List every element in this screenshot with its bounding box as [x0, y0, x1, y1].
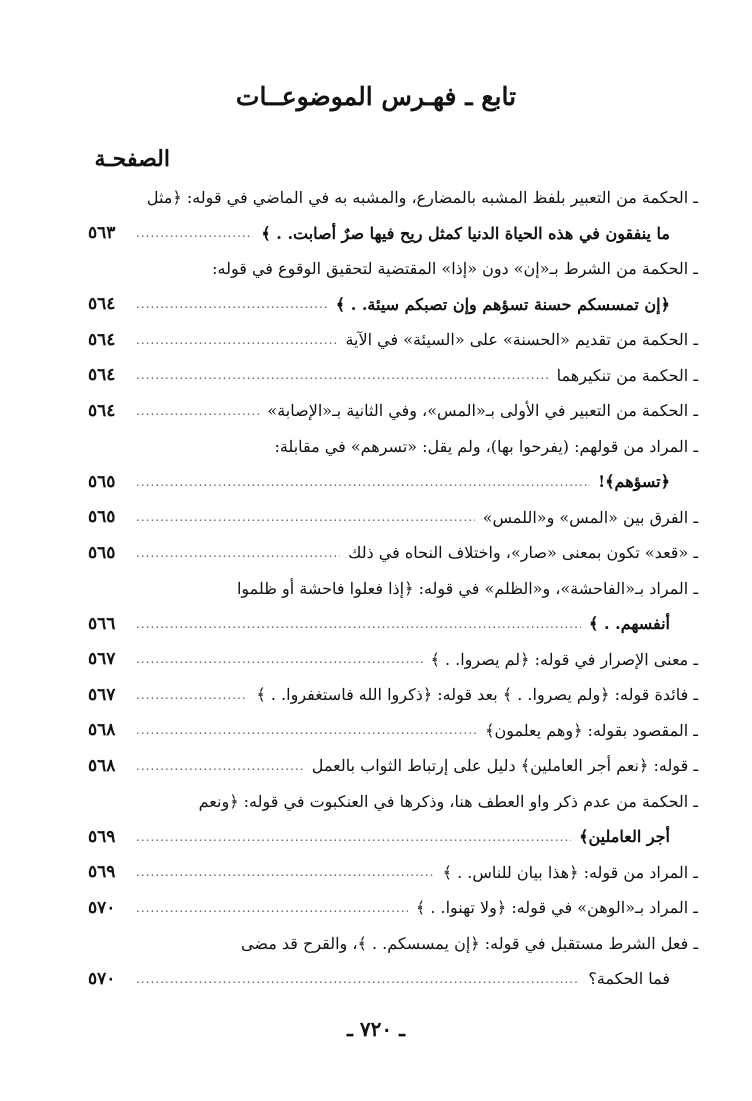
toc-line-text: فما الحكمة؟: [588, 969, 670, 989]
toc-line-text: ـ فعل الشرط مستقبل في قوله: ﴿إن يمسسكم. . ﴾، والقرح قد مضى: [240, 933, 698, 953]
toc-line: [88, 784, 698, 820]
toc-line: [88, 358, 698, 394]
toc-line-text: ـ الحكمة من تنكيرهما: [556, 365, 698, 385]
toc-line-text: ـ «قعد» تكون بمعنى «صار»، واختلاف النحاه في ذلك: [348, 543, 698, 563]
toc-line: [88, 748, 698, 784]
page-title: تابع ـ فهـرس الموضوعــات: [235, 82, 517, 111]
toc-line: [88, 819, 698, 855]
toc-line-text: ـ الحكمة من الشرط بـ«إن» دون «إذا» المقتضية لتحقيق الوقوع في قوله:: [212, 259, 698, 279]
leader-dots: [136, 972, 580, 986]
toc-line: [88, 180, 698, 216]
toc-line-text: ـ الفرق بين «المس» و«اللمس»: [482, 507, 698, 527]
toc-page-number: ٥٦٥: [88, 542, 116, 563]
toc-line: [88, 961, 698, 997]
toc-line-text: ـ معنى الإصرار في قوله: ﴿لم يصروا. . ﴾: [430, 649, 698, 669]
toc-line-text: ـ المراد من قوله: ﴿هذا بيان للناس. . ﴾: [442, 862, 698, 882]
toc-page-number: ٥٦٩: [88, 826, 116, 847]
leader-dots: [136, 297, 328, 311]
leader-dots: [136, 617, 581, 631]
page-number: ـ ٧٢٠ ـ: [347, 1017, 405, 1041]
toc-line-text: ـ الحكمة من التعبير في الأولى بـ«المس»، وفي الثانية بـ«الإصابة»: [267, 401, 698, 421]
toc-line: [88, 926, 698, 962]
toc-line: [88, 464, 698, 500]
toc-page-number: ٥٦٤: [88, 400, 116, 421]
leader-dots: [136, 830, 571, 844]
toc-line-text: أجر العاملين﴾: [579, 827, 670, 847]
toc-line: [88, 855, 698, 891]
toc-page-number: ٥٧٠: [88, 968, 116, 989]
leader-dots: [136, 688, 248, 702]
leader-dots: [136, 404, 259, 418]
toc-line: [88, 393, 698, 429]
leader-dots: [136, 368, 549, 382]
toc-page-number: ٥٦٤: [88, 294, 116, 315]
leader-dots: [136, 652, 423, 666]
toc-line-text: ـ الحكمة من التعبير بلفظ المشبه بالمضارع، والمشبه به في الماضي في قوله: ﴿مثل: [146, 188, 698, 208]
toc-line: [88, 251, 698, 287]
toc-line: [88, 322, 698, 358]
toc-line-text: أنفسهم. . ﴾: [589, 614, 670, 634]
toc-line-text: ـ المراد بـ«الفاحشة»، و«الظلم» في قوله: ﴿إذا فعلوا فاحشة أو ظلموا: [236, 578, 698, 598]
page-column-header: الصفحـة: [94, 146, 170, 172]
toc-line: [88, 429, 698, 465]
leader-dots: [136, 226, 253, 240]
toc-line: [88, 677, 698, 713]
toc-line-text: ـ قوله: ﴿نعم أجر العاملين﴾ دليل على إرتباط الثواب بالعمل: [311, 756, 698, 776]
toc-line-text: ـ المقصود بقوله: ﴿وهم يعلمون﴾: [485, 720, 698, 740]
toc-line-text: ـ المراد بـ«الوهن» في قوله: ﴿ولا تهنوا. . ﴾: [415, 898, 698, 918]
leader-dots: [136, 475, 590, 489]
leader-dots: [136, 333, 337, 347]
toc-line: [88, 606, 698, 642]
toc-page-number: ٥٦٨: [88, 720, 116, 741]
toc-line-text: ـ المراد من قولهم: (يفرحوا بها)، ولم يقل: «تسرهم» في مقابلة:: [274, 436, 698, 456]
toc-line: [88, 642, 698, 678]
toc-line: [88, 713, 698, 749]
toc-page-number: ٥٧٠: [88, 897, 116, 918]
toc-line: [88, 500, 698, 536]
leader-dots: [136, 865, 435, 879]
leader-dots: [136, 723, 477, 737]
toc-line: [88, 890, 698, 926]
toc-page-number: ٥٦٤: [88, 365, 116, 386]
toc-page-number: ٥٦٥: [88, 471, 116, 492]
toc-page-number: ٥٦٣: [88, 223, 116, 244]
toc-page-number: ٥٦٤: [88, 329, 116, 350]
toc-page-number: ٥٦٦: [88, 613, 116, 634]
toc-line-text: ما ينفقون في هذه الحياة الدنيا كمثل ريح فيها صرٌ أصابت. . ﴾: [261, 223, 670, 243]
toc-page-number: ٥٦٨: [88, 755, 116, 776]
toc-entries: [88, 180, 698, 997]
toc-page-number: ٥٦٧: [88, 684, 116, 705]
toc-line: [88, 535, 698, 571]
toc-page-number: ٥٦٩: [88, 862, 116, 883]
leader-dots: [136, 759, 304, 773]
leader-dots: [136, 510, 475, 524]
toc-page-number: ٥٦٥: [88, 507, 116, 528]
toc-line-text: ـ الحكمة من تقديم «الحسنة» على «السيئة» في الآية: [345, 330, 698, 350]
toc-line-text: ـ الحكمة من عدم ذكر واو العطف هنا، وذكرها في العنكبوت في قوله: ﴿ونعم: [198, 791, 698, 811]
toc-page-number: ٥٦٧: [88, 649, 116, 670]
toc-line: [88, 571, 698, 607]
toc-line-text: ـ فائدة قوله: ﴿ولم يصروا. . ﴾ بعد قوله: ﴿ذكروا الله فاستغفروا. . ﴾: [256, 685, 698, 705]
toc-line: [88, 287, 698, 323]
toc-line: [88, 216, 698, 252]
leader-dots: [136, 546, 340, 560]
leader-dots: [136, 901, 408, 915]
toc-line-text: ﴿إن تمسسكم حسنة تسؤهم وإن تصبكم سيئة. . ﴾: [335, 294, 670, 314]
toc-line-text: ﴿تسؤهم﴾!: [598, 472, 670, 492]
